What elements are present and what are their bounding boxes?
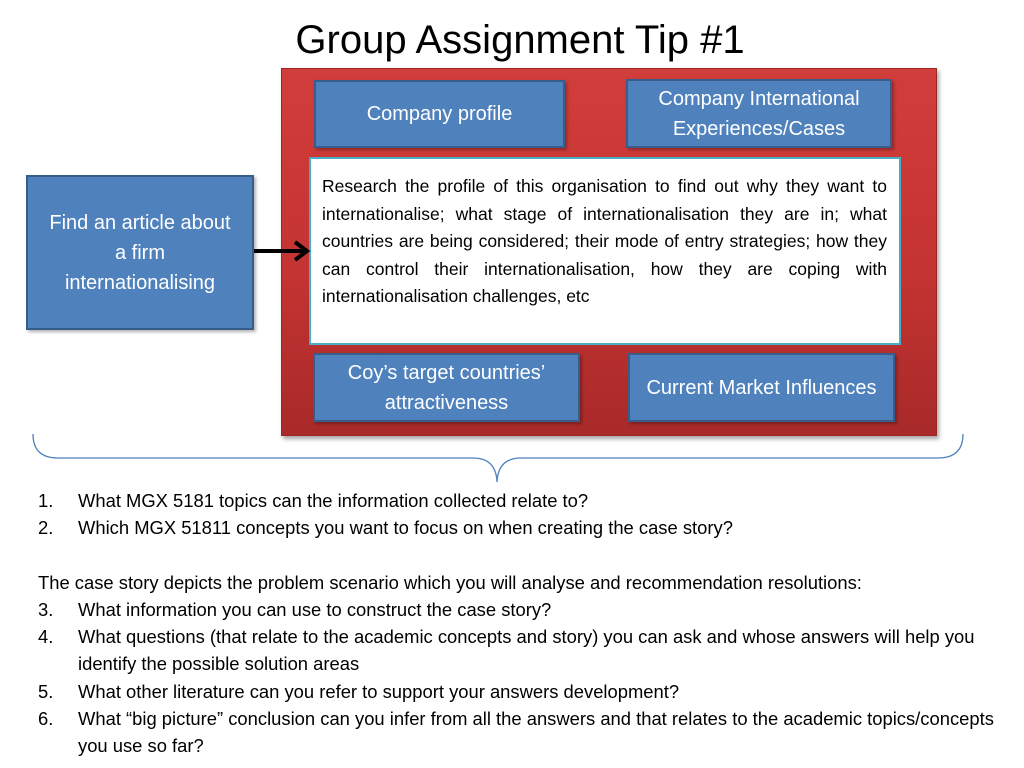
question-list xyxy=(38,487,1013,760)
question-item xyxy=(38,596,1013,623)
target-countries-box xyxy=(313,353,580,422)
find-article-label: Find an article about a firm internationalising xyxy=(49,211,231,294)
question-number: 1. xyxy=(38,490,54,511)
question-item xyxy=(38,623,1013,678)
company-profile-box xyxy=(314,80,565,148)
question-item xyxy=(38,705,1013,760)
question-text: What MGX 5181 topics can the information collected relate to? xyxy=(78,490,589,511)
question-text: What “big picture” conclusion can you infer from all the answers and that relates to the academic topics/concepts you use so far? xyxy=(78,708,994,757)
question-number: 6. xyxy=(38,708,54,730)
question-item xyxy=(38,514,1013,541)
question-number: 5. xyxy=(38,680,54,702)
bottom-brace xyxy=(28,432,968,484)
find-article-box xyxy=(26,175,254,330)
question-number: 3. xyxy=(38,598,54,620)
question-number: 2. xyxy=(38,517,54,539)
case-story-intro: The case story depicts the problem scenario which you will analyse and recommendation resolutions: xyxy=(38,571,862,593)
target-countries-label: Coy’s target countries’ attractiveness xyxy=(347,361,546,414)
company-international-label: Company International Experiences/Cases xyxy=(658,87,860,140)
question-text: Which MGX 51811 concepts you want to focus on when creating the case story? xyxy=(78,517,733,539)
slide-title: Group Assignment Tip #1 xyxy=(295,18,745,62)
company-profile-label: Company profile xyxy=(366,103,513,125)
arrow-right-icon xyxy=(252,236,314,266)
research-description-text: Research the profile of this organisation to find out why they want to internationalise; what stage of internationalisation they are in; what countries are being considered; their mode of entry strategies; how they can control their internationalisation, how they are coping with internationalisation challenges, etc xyxy=(322,176,887,306)
research-description-box xyxy=(309,157,901,345)
question-number: 4. xyxy=(38,626,54,648)
question-item xyxy=(38,487,1013,514)
company-international-box xyxy=(626,79,892,148)
question-item xyxy=(38,678,1013,705)
question-text: What questions (that relate to the academic concepts and story) you can ask and whose answers will help you identify the possible solution areas xyxy=(78,626,975,675)
question-text: What other literature can you refer to support your answers development? xyxy=(78,680,680,702)
market-influences-label: Current Market Influences xyxy=(646,376,877,399)
question-text: What information you can use to construct the case story? xyxy=(78,598,552,620)
market-influences-box xyxy=(628,353,895,422)
